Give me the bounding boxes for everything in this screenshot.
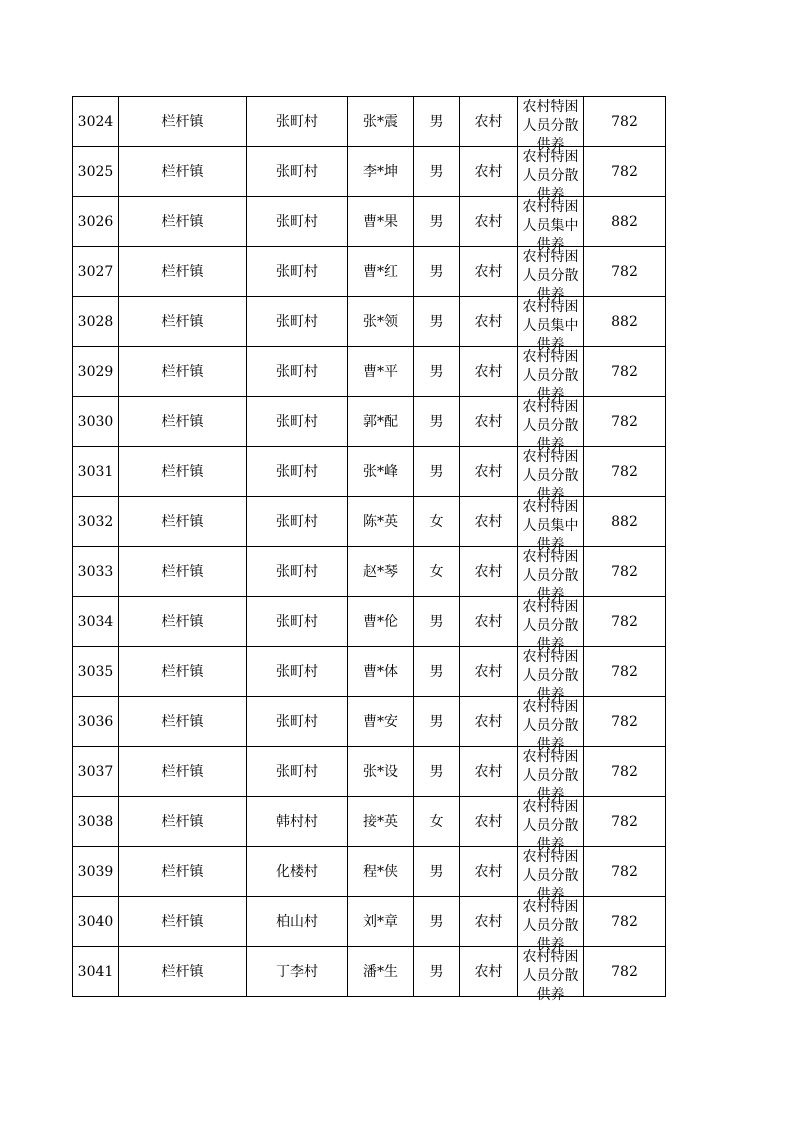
cell-type	[518, 647, 584, 703]
cell-town: 栏杆镇	[119, 847, 247, 897]
cell-name: 陈*英	[348, 497, 414, 547]
cell-sex: 男	[414, 347, 460, 397]
cell-type-text: 农村特困人员分散供养	[522, 599, 579, 653]
cell-type-text: 农村特困人员分散供养	[522, 699, 579, 753]
cell-type-text: 农村特困人员分散供养	[522, 549, 579, 603]
cell-type	[518, 697, 584, 753]
table-row	[73, 497, 666, 547]
cell-name: 刘*章	[348, 897, 414, 947]
cell-area: 农村	[460, 397, 518, 447]
cell-id: 3037	[73, 747, 119, 797]
cell-name: 张*设	[348, 747, 414, 797]
cell-amount: 782	[584, 797, 666, 847]
cell-id: 3031	[73, 447, 119, 497]
cell-type	[518, 97, 584, 153]
cell-village: 张町村	[247, 647, 348, 697]
cell-village: 柏山村	[247, 897, 348, 947]
cell-town: 栏杆镇	[119, 897, 247, 947]
cell-village: 张町村	[247, 97, 348, 147]
cell-type	[518, 597, 584, 653]
table-row	[73, 397, 666, 447]
cell-name: 程*侠	[348, 847, 414, 897]
cell-sex: 男	[414, 597, 460, 647]
cell-amount: 782	[584, 97, 666, 147]
table-row	[73, 947, 666, 997]
cell-village: 丁李村	[247, 947, 348, 997]
cell-village: 韩村村	[247, 797, 348, 847]
cell-name: 曹*红	[348, 247, 414, 297]
cell-type-text: 农村特困人员集中供养	[522, 199, 579, 253]
cell-town: 栏杆镇	[119, 97, 247, 147]
table-row	[73, 347, 666, 397]
cell-name: 曹*安	[348, 697, 414, 747]
cell-sex: 男	[414, 447, 460, 497]
cell-village: 张町村	[247, 497, 348, 547]
cell-name: 李*坤	[348, 147, 414, 197]
cell-amount: 782	[584, 347, 666, 397]
cell-id: 3033	[73, 547, 119, 597]
table-row	[73, 197, 666, 247]
cell-village: 张町村	[247, 697, 348, 747]
cell-name: 曹*平	[348, 347, 414, 397]
cell-type	[518, 547, 584, 603]
cell-name: 郭*配	[348, 397, 414, 447]
cell-amount: 882	[584, 197, 666, 247]
cell-id: 3027	[73, 247, 119, 297]
cell-id: 3026	[73, 197, 119, 247]
cell-type	[518, 947, 584, 1003]
cell-sex: 女	[414, 497, 460, 547]
table-row	[73, 647, 666, 697]
cell-village: 张町村	[247, 447, 348, 497]
cell-town: 栏杆镇	[119, 597, 247, 647]
cell-amount: 782	[584, 247, 666, 297]
cell-area: 农村	[460, 97, 518, 147]
cell-type-text: 农村特困人员分散供养	[522, 749, 579, 803]
cell-area: 农村	[460, 347, 518, 397]
cell-town: 栏杆镇	[119, 247, 247, 297]
cell-type-text: 农村特困人员分散供养	[522, 799, 579, 853]
cell-name: 曹*体	[348, 647, 414, 697]
cell-id: 3029	[73, 347, 119, 397]
cell-amount: 782	[584, 747, 666, 797]
cell-village: 张町村	[247, 747, 348, 797]
cell-id: 3025	[73, 147, 119, 197]
cell-area: 农村	[460, 547, 518, 597]
cell-sex: 男	[414, 897, 460, 947]
cell-amount: 782	[584, 397, 666, 447]
cell-village: 化楼村	[247, 847, 348, 897]
cell-amount: 782	[584, 697, 666, 747]
cell-village: 张町村	[247, 197, 348, 247]
cell-town: 栏杆镇	[119, 347, 247, 397]
cell-area: 农村	[460, 297, 518, 347]
cell-sex: 男	[414, 697, 460, 747]
table-row	[73, 147, 666, 197]
cell-area: 农村	[460, 697, 518, 747]
cell-town: 栏杆镇	[119, 947, 247, 997]
cell-name: 曹*果	[348, 197, 414, 247]
table-row	[73, 97, 666, 147]
cell-town: 栏杆镇	[119, 397, 247, 447]
cell-type	[518, 897, 584, 953]
cell-type-text: 农村特困人员分散供养	[522, 149, 579, 203]
cell-id: 3036	[73, 697, 119, 747]
table-row	[73, 297, 666, 347]
cell-town: 栏杆镇	[119, 197, 247, 247]
table-row	[73, 697, 666, 747]
cell-type	[518, 397, 584, 453]
cell-type-text: 农村特困人员分散供养	[522, 349, 579, 403]
cell-area: 农村	[460, 147, 518, 197]
cell-type	[518, 797, 584, 853]
cell-amount: 782	[584, 447, 666, 497]
cell-id: 3024	[73, 97, 119, 147]
cell-area: 农村	[460, 947, 518, 997]
cell-sex: 男	[414, 397, 460, 447]
cell-area: 农村	[460, 197, 518, 247]
cell-id: 3032	[73, 497, 119, 547]
cell-village: 张町村	[247, 347, 348, 397]
recipient-table	[72, 96, 666, 1003]
cell-type-text: 农村特困人员集中供养	[522, 299, 579, 353]
cell-amount: 882	[584, 497, 666, 547]
cell-village: 张町村	[247, 247, 348, 297]
cell-id: 3034	[73, 597, 119, 647]
cell-village: 张町村	[247, 147, 348, 197]
table-row	[73, 597, 666, 647]
cell-amount: 782	[584, 897, 666, 947]
cell-area: 农村	[460, 647, 518, 697]
cell-amount: 782	[584, 847, 666, 897]
cell-sex: 女	[414, 547, 460, 597]
cell-name: 曹*伦	[348, 597, 414, 647]
cell-sex: 男	[414, 947, 460, 997]
table-row	[73, 547, 666, 597]
table-row	[73, 847, 666, 897]
cell-area: 农村	[460, 747, 518, 797]
cell-type	[518, 747, 584, 803]
cell-sex: 男	[414, 147, 460, 197]
cell-village: 张町村	[247, 397, 348, 447]
cell-amount: 782	[584, 947, 666, 997]
cell-area: 农村	[460, 797, 518, 847]
cell-town: 栏杆镇	[119, 697, 247, 747]
cell-town: 栏杆镇	[119, 747, 247, 797]
cell-name: 张*震	[348, 97, 414, 147]
cell-type	[518, 497, 584, 553]
cell-village: 张町村	[247, 547, 348, 597]
table-row	[73, 797, 666, 847]
cell-type	[518, 147, 584, 203]
cell-area: 农村	[460, 447, 518, 497]
cell-type-text: 农村特困人员分散供养	[522, 99, 579, 153]
cell-sex: 女	[414, 797, 460, 847]
cell-name: 张*领	[348, 297, 414, 347]
cell-id: 3040	[73, 897, 119, 947]
cell-area: 农村	[460, 247, 518, 297]
cell-id: 3038	[73, 797, 119, 847]
cell-area: 农村	[460, 847, 518, 897]
cell-type	[518, 347, 584, 403]
cell-id: 3035	[73, 647, 119, 697]
cell-type	[518, 247, 584, 303]
cell-type-text: 农村特困人员分散供养	[522, 249, 579, 303]
cell-name: 接*英	[348, 797, 414, 847]
cell-town: 栏杆镇	[119, 647, 247, 697]
cell-town: 栏杆镇	[119, 797, 247, 847]
cell-village: 张町村	[247, 597, 348, 647]
cell-area: 农村	[460, 597, 518, 647]
cell-type-text: 农村特困人员分散供养	[522, 449, 579, 503]
cell-type-text: 农村特困人员分散供养	[522, 649, 579, 703]
cell-type-text: 农村特困人员分散供养	[522, 849, 579, 903]
cell-type	[518, 847, 584, 903]
cell-sex: 男	[414, 647, 460, 697]
table-row	[73, 897, 666, 947]
cell-type-text: 农村特困人员分散供养	[522, 399, 579, 453]
table-row	[73, 447, 666, 497]
cell-sex: 男	[414, 747, 460, 797]
cell-area: 农村	[460, 497, 518, 547]
cell-town: 栏杆镇	[119, 447, 247, 497]
cell-town: 栏杆镇	[119, 297, 247, 347]
cell-sex: 男	[414, 847, 460, 897]
cell-sex: 男	[414, 197, 460, 247]
cell-amount: 782	[584, 547, 666, 597]
cell-amount: 782	[584, 597, 666, 647]
cell-type	[518, 447, 584, 503]
cell-sex: 男	[414, 97, 460, 147]
cell-name: 赵*琴	[348, 547, 414, 597]
table-row	[73, 747, 666, 797]
cell-type-text: 农村特困人员集中供养	[522, 499, 579, 553]
cell-type-text: 农村特困人员分散供养	[522, 899, 579, 953]
cell-name: 潘*生	[348, 947, 414, 997]
cell-area: 农村	[460, 897, 518, 947]
cell-type-text: 农村特困人员分散供养	[522, 949, 579, 1003]
cell-amount: 782	[584, 147, 666, 197]
cell-amount: 882	[584, 297, 666, 347]
cell-town: 栏杆镇	[119, 497, 247, 547]
cell-town: 栏杆镇	[119, 547, 247, 597]
cell-id: 3028	[73, 297, 119, 347]
cell-name: 张*峰	[348, 447, 414, 497]
cell-town: 栏杆镇	[119, 147, 247, 197]
cell-id: 3030	[73, 397, 119, 447]
table-row	[73, 247, 666, 297]
cell-id: 3039	[73, 847, 119, 897]
cell-amount: 782	[584, 647, 666, 697]
cell-type	[518, 197, 584, 253]
cell-village: 张町村	[247, 297, 348, 347]
cell-sex: 男	[414, 297, 460, 347]
cell-id: 3041	[73, 947, 119, 997]
table-body	[73, 97, 666, 1003]
cell-type	[518, 297, 584, 353]
cell-sex: 男	[414, 247, 460, 297]
